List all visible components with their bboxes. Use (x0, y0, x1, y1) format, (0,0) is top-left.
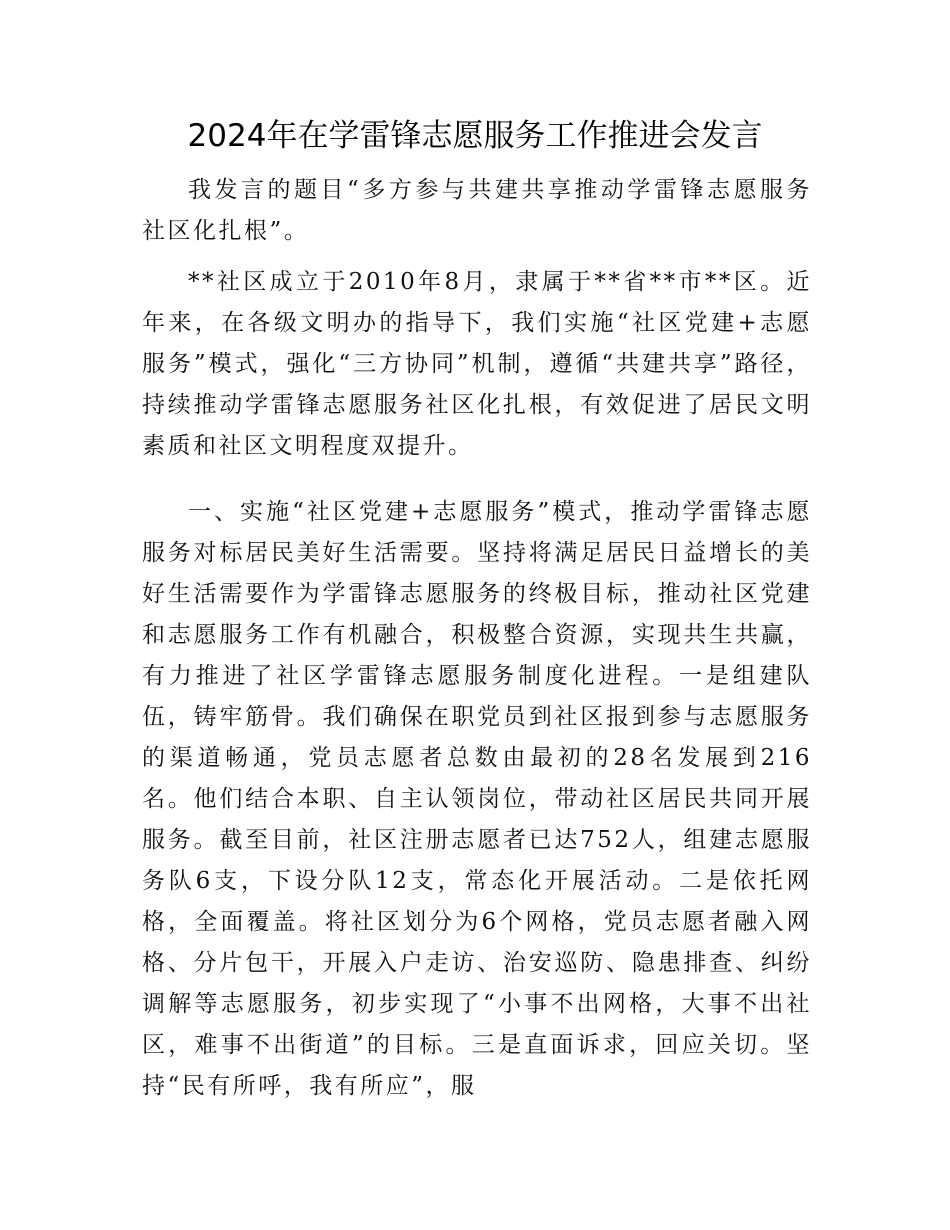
paragraph-section-one (142, 492, 812, 1107)
paragraph-text: **社区成立于2010年8月，隶属于**省**市**区。近年来，在各级文明办的指导下，我们实施“社区党建+志愿服务”模式，强化“三方协同”机制，遵循“共建共享”路径，持续推动学雷锋志愿服务社区化扎根，有效促进了居民文明素质和社区文明程度双提升。 (142, 269, 812, 459)
paragraph-speech-topic (142, 170, 812, 252)
paragraph-text: 我发言的题目“多方参与共建共享推动学雷锋志愿服务社区化扎根”。 (142, 177, 812, 244)
paragraph-text: 一、实施“社区党建+志愿服务”模式，推动学雷锋志愿服务对标居民美好生活需要。坚持将满足居民日益增长的美好生活需要作为学雷锋志愿服务的终极目标，推动社区党建和志愿服务工作有机融合，积极整合资源，实现共生共赢，有力推进了社区学雷锋志愿服务制度化进程。一是组建队伍，铸牢筋骨。我们确保在职党员到社区报到参与志愿服务的渠道畅通，党员志愿者总数由最初的28名发展到216名。他们结合本职、自主认领岗位，带动社区居民共同开展服务。截至目前，社区注册志愿者已达752人，组建志愿服务队6支，下设分队12支，常态化开展活动。二是依托网格，全面覆盖。将社区划分为6个网格，党员志愿者融入网格、分片包干，开展入户走访、治安巡防、隐患排查、纠纷调解等志愿服务，初步实现了“小事不出网格，大事不出社区，难事不出街道”的目标。三是直面诉求，回应关切。坚持“民有所呼，我有所应”，服 (142, 499, 812, 1099)
document-title: 2024年在学雷锋志愿服务工作推进会发言 (187, 118, 763, 154)
paragraph-community-intro (142, 262, 812, 467)
